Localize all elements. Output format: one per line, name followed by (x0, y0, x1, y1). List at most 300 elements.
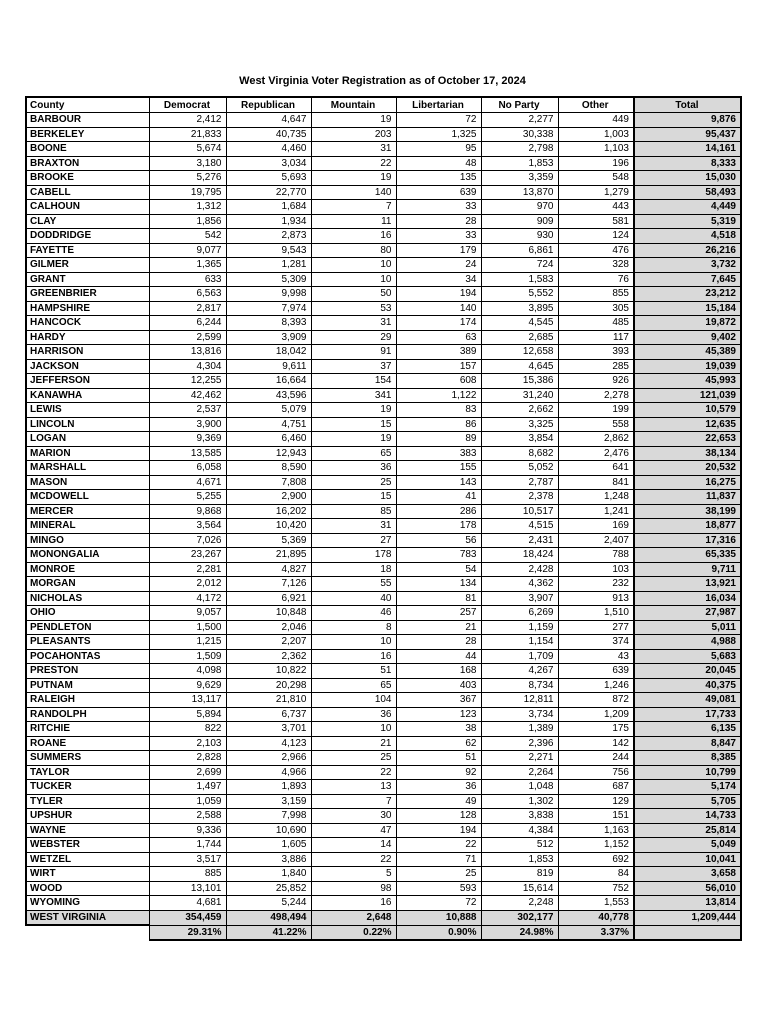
table-row-hardy (26, 330, 741, 345)
value-cell: 19 (311, 113, 396, 128)
county-cell: JEFFERSON (26, 374, 149, 389)
value-cell: 6,921 (226, 591, 311, 606)
value-cell: 31 (311, 519, 396, 534)
value-cell: 3,895 (481, 301, 558, 316)
column-header-republican: Republican (226, 97, 311, 113)
value-cell: 2,599 (149, 330, 226, 345)
value-cell: 7,808 (226, 475, 311, 490)
value-cell: 10,888 (396, 910, 481, 925)
county-cell: RITCHIE (26, 722, 149, 737)
value-cell: 2,277 (481, 113, 558, 128)
value-cell: 19 (311, 403, 396, 418)
table-row-webster (26, 838, 741, 853)
value-cell: 4,751 (226, 417, 311, 432)
value-cell: 14 (311, 838, 396, 853)
value-cell: 1,583 (481, 272, 558, 287)
value-cell: 71 (396, 852, 481, 867)
value-cell: 103 (558, 562, 634, 577)
table-row-braxton (26, 156, 741, 171)
county-cell: UPSHUR (26, 809, 149, 824)
column-header-libertarian: Libertarian (396, 97, 481, 113)
value-cell: 129 (558, 794, 634, 809)
county-cell: ROANE (26, 736, 149, 751)
value-cell: 2,537 (149, 403, 226, 418)
voter-registration-table (25, 96, 742, 941)
value-cell: 194 (396, 287, 481, 302)
value-cell: 2,248 (481, 896, 558, 911)
total-cell: 13,921 (634, 577, 741, 592)
county-cell: MINGO (26, 533, 149, 548)
value-cell: 3,854 (481, 432, 558, 447)
value-cell: 16,664 (226, 374, 311, 389)
value-cell: 498,494 (226, 910, 311, 925)
total-cell: 5,705 (634, 794, 741, 809)
table-row-ritchie (26, 722, 741, 737)
total-cell: 65,335 (634, 548, 741, 563)
value-cell: 48 (396, 156, 481, 171)
value-cell: 6,244 (149, 316, 226, 331)
value-cell: 65 (311, 678, 396, 693)
table-row-tucker (26, 780, 741, 795)
value-cell: 3,034 (226, 156, 311, 171)
value-cell: 1,154 (481, 635, 558, 650)
total-cell: 11,837 (634, 490, 741, 505)
total-cell: 14,733 (634, 809, 741, 824)
value-cell: 1,122 (396, 388, 481, 403)
value-cell: 28 (396, 214, 481, 229)
table-row-harrison (26, 345, 741, 360)
value-cell: 49 (396, 794, 481, 809)
value-cell: 11 (311, 214, 396, 229)
value-cell: 3,734 (481, 707, 558, 722)
value-cell: 512 (481, 838, 558, 853)
value-cell: 9,611 (226, 359, 311, 374)
county-cell: OHIO (26, 606, 149, 621)
value-cell: 16 (311, 896, 396, 911)
table-row-pocahontas (26, 649, 741, 664)
value-cell: 22 (311, 852, 396, 867)
value-cell: 2,396 (481, 736, 558, 751)
county-cell: LOGAN (26, 432, 149, 447)
table-row-marion (26, 446, 741, 461)
value-cell: 76 (558, 272, 634, 287)
county-cell: HAMPSHIRE (26, 301, 149, 316)
table-row-nicholas (26, 591, 741, 606)
value-cell: 25 (311, 475, 396, 490)
value-cell: 134 (396, 577, 481, 592)
value-cell: 16,202 (226, 504, 311, 519)
county-cell: MCDOWELL (26, 490, 149, 505)
table-row-mercer (26, 504, 741, 519)
value-cell: 25 (396, 867, 481, 882)
total-cell: 45,993 (634, 374, 741, 389)
value-cell: 143 (396, 475, 481, 490)
value-cell: 2,407 (558, 533, 634, 548)
table-row-logan (26, 432, 741, 447)
total-cell: 4,449 (634, 200, 741, 215)
county-cell: CALHOUN (26, 200, 149, 215)
value-cell: 286 (396, 504, 481, 519)
total-cell: 58,493 (634, 185, 741, 200)
value-cell: 31 (311, 316, 396, 331)
table-row-wayne (26, 823, 741, 838)
value-cell: 2,685 (481, 330, 558, 345)
value-cell: 3,886 (226, 852, 311, 867)
value-cell: 367 (396, 693, 481, 708)
value-cell: 1,003 (558, 127, 634, 142)
table-row-monongalia (26, 548, 741, 563)
county-cell: MONROE (26, 562, 149, 577)
value-cell: 21,810 (226, 693, 311, 708)
value-cell: 12,658 (481, 345, 558, 360)
total-cell: 27,987 (634, 606, 741, 621)
value-cell: 4,545 (481, 316, 558, 331)
value-cell: 179 (396, 243, 481, 258)
total-cell: 6,135 (634, 722, 741, 737)
total-cell: 10,579 (634, 403, 741, 418)
value-cell: 354,459 (149, 910, 226, 925)
value-cell: 5,674 (149, 142, 226, 157)
value-cell: 36 (311, 461, 396, 476)
value-cell: 21 (311, 736, 396, 751)
value-cell: 56 (396, 533, 481, 548)
total-cell: 5,174 (634, 780, 741, 795)
page-title: West Virginia Voter Registration as of October 17, 2024 (239, 75, 526, 87)
value-cell: 16 (311, 229, 396, 244)
total-cell: 18,877 (634, 519, 741, 534)
value-cell: 1,312 (149, 200, 226, 215)
value-cell: 1,605 (226, 838, 311, 853)
total-cell: 45,389 (634, 345, 741, 360)
value-cell: 92 (396, 765, 481, 780)
county-cell: TYLER (26, 794, 149, 809)
total-cell: 3,658 (634, 867, 741, 882)
value-cell: 72 (396, 896, 481, 911)
column-header-other: Other (558, 97, 634, 113)
value-cell: 95 (396, 142, 481, 157)
value-cell: 1,389 (481, 722, 558, 737)
value-cell: 10 (311, 272, 396, 287)
value-cell: 1,048 (481, 780, 558, 795)
county-cell: WIRT (26, 867, 149, 882)
value-cell: 3,159 (226, 794, 311, 809)
value-cell: 4,827 (226, 562, 311, 577)
value-cell: 34 (396, 272, 481, 287)
value-cell: 5,244 (226, 896, 311, 911)
total-cell: 8,847 (634, 736, 741, 751)
value-cell: 5,693 (226, 171, 311, 186)
county-cell: MONONGALIA (26, 548, 149, 563)
total-cell: 38,199 (634, 504, 741, 519)
county-cell: CLAY (26, 214, 149, 229)
value-cell: 6,460 (226, 432, 311, 447)
value-cell: 46 (311, 606, 396, 621)
value-cell: 18,042 (226, 345, 311, 360)
value-cell: 21,833 (149, 127, 226, 142)
value-cell: 692 (558, 852, 634, 867)
total-cell: 14,161 (634, 142, 741, 157)
table-row-gilmer (26, 258, 741, 273)
value-cell: 174 (396, 316, 481, 331)
value-cell: 155 (396, 461, 481, 476)
value-cell: 913 (558, 591, 634, 606)
value-cell: 15,614 (481, 881, 558, 896)
value-cell: 4,460 (226, 142, 311, 157)
value-cell: 885 (149, 867, 226, 882)
table-row-wirt (26, 867, 741, 882)
table-row-mason (26, 475, 741, 490)
value-cell: 30 (311, 809, 396, 824)
table-row-pleasants (26, 635, 741, 650)
value-cell: 12,811 (481, 693, 558, 708)
value-cell: 2,798 (481, 142, 558, 157)
table-row-cabell (26, 185, 741, 200)
value-cell: 117 (558, 330, 634, 345)
table-row-clay (26, 214, 741, 229)
value-cell: 86 (396, 417, 481, 432)
county-cell: KANAWHA (26, 388, 149, 403)
value-cell: 1,281 (226, 258, 311, 273)
value-cell: 3,900 (149, 417, 226, 432)
value-cell: 302,177 (481, 910, 558, 925)
value-cell: 40 (311, 591, 396, 606)
value-cell: 341 (311, 388, 396, 403)
total-cell: 17,733 (634, 707, 741, 722)
value-cell: 1,279 (558, 185, 634, 200)
total-cell: 9,711 (634, 562, 741, 577)
county-cell: MASON (26, 475, 149, 490)
county-cell: GILMER (26, 258, 149, 273)
county-cell: HARRISON (26, 345, 149, 360)
total-cell: 1,209,444 (634, 910, 741, 925)
value-cell: 24.98% (481, 925, 558, 940)
value-cell: 9,369 (149, 432, 226, 447)
value-cell: 33 (396, 200, 481, 215)
value-cell: 8,734 (481, 678, 558, 693)
value-cell: 5 (311, 867, 396, 882)
county-cell: BROOKE (26, 171, 149, 186)
value-cell: 194 (396, 823, 481, 838)
table-row-summers (26, 751, 741, 766)
value-cell: 443 (558, 200, 634, 215)
value-cell: 2,817 (149, 301, 226, 316)
total-cell: 20,045 (634, 664, 741, 679)
value-cell: 196 (558, 156, 634, 171)
value-cell: 548 (558, 171, 634, 186)
value-cell: 756 (558, 765, 634, 780)
county-cell: MERCER (26, 504, 149, 519)
value-cell: 89 (396, 432, 481, 447)
value-cell: 1,934 (226, 214, 311, 229)
value-cell: 168 (396, 664, 481, 679)
total-cell: 13,814 (634, 896, 741, 911)
value-cell: 4,647 (226, 113, 311, 128)
value-cell: 13,870 (481, 185, 558, 200)
value-cell: 5,079 (226, 403, 311, 418)
value-cell: 485 (558, 316, 634, 331)
value-cell: 389 (396, 345, 481, 360)
total-cell: 95,437 (634, 127, 741, 142)
table-row-putnam (26, 678, 741, 693)
value-cell: 1,209 (558, 707, 634, 722)
value-cell: 22 (311, 156, 396, 171)
county-cell: DODDRIDGE (26, 229, 149, 244)
total-cell: 4,988 (634, 635, 741, 650)
total-cell: 4,518 (634, 229, 741, 244)
value-cell: 31,240 (481, 388, 558, 403)
county-cell: WEST VIRGINIA (26, 910, 149, 925)
value-cell: 305 (558, 301, 634, 316)
value-cell: 449 (558, 113, 634, 128)
value-cell: 1,163 (558, 823, 634, 838)
value-cell: 40,735 (226, 127, 311, 142)
value-cell: 783 (396, 548, 481, 563)
value-cell: 2,662 (481, 403, 558, 418)
value-cell: 1,500 (149, 620, 226, 635)
value-cell: 53 (311, 301, 396, 316)
value-cell: 5,369 (226, 533, 311, 548)
value-cell: 10,822 (226, 664, 311, 679)
value-cell: 277 (558, 620, 634, 635)
value-cell: 157 (396, 359, 481, 374)
table-row-taylor (26, 765, 741, 780)
total-cell: 5,011 (634, 620, 741, 635)
value-cell: 2,412 (149, 113, 226, 128)
value-cell: 8 (311, 620, 396, 635)
table-row-jefferson (26, 374, 741, 389)
table-row-preston (26, 664, 741, 679)
value-cell: 2,787 (481, 475, 558, 490)
value-cell: 593 (396, 881, 481, 896)
value-cell: 6,737 (226, 707, 311, 722)
value-cell: 19,795 (149, 185, 226, 200)
value-cell: 4,362 (481, 577, 558, 592)
value-cell: 20,298 (226, 678, 311, 693)
value-cell: 2,862 (558, 432, 634, 447)
value-cell: 140 (311, 185, 396, 200)
value-cell: 18 (311, 562, 396, 577)
value-cell: 0.90% (396, 925, 481, 940)
total-cell: 22,653 (634, 432, 741, 447)
value-cell: 7,126 (226, 577, 311, 592)
value-cell: 123 (396, 707, 481, 722)
county-cell: GRANT (26, 272, 149, 287)
value-cell: 13,117 (149, 693, 226, 708)
value-cell: 855 (558, 287, 634, 302)
value-cell: 31 (311, 142, 396, 157)
value-cell: 10,420 (226, 519, 311, 534)
value-cell: 81 (396, 591, 481, 606)
value-cell: 374 (558, 635, 634, 650)
county-cell: BRAXTON (26, 156, 149, 171)
value-cell: 633 (149, 272, 226, 287)
value-cell: 15 (311, 490, 396, 505)
value-cell: 175 (558, 722, 634, 737)
value-cell: 43,596 (226, 388, 311, 403)
value-cell: 3,359 (481, 171, 558, 186)
value-cell: 872 (558, 693, 634, 708)
value-cell: 1,497 (149, 780, 226, 795)
value-cell: 83 (396, 403, 481, 418)
total-cell: 49,081 (634, 693, 741, 708)
value-cell: 3,907 (481, 591, 558, 606)
value-cell: 6,269 (481, 606, 558, 621)
table-row-wyoming (26, 896, 741, 911)
table-row-calhoun (26, 200, 741, 215)
value-cell: 10,517 (481, 504, 558, 519)
value-cell: 10 (311, 722, 396, 737)
county-cell: WYOMING (26, 896, 149, 911)
county-cell: PENDLETON (26, 620, 149, 635)
value-cell: 558 (558, 417, 634, 432)
header-row (26, 97, 741, 113)
value-cell: 3,517 (149, 852, 226, 867)
value-cell: 4,098 (149, 664, 226, 679)
table-row-hampshire (26, 301, 741, 316)
value-cell: 104 (311, 693, 396, 708)
value-cell: 4,123 (226, 736, 311, 751)
county-cell: RANDOLPH (26, 707, 149, 722)
value-cell: 3,325 (481, 417, 558, 432)
value-cell: 13,816 (149, 345, 226, 360)
table-row-wetzel (26, 852, 741, 867)
value-cell: 2,264 (481, 765, 558, 780)
value-cell: 7 (311, 200, 396, 215)
value-cell: 84 (558, 867, 634, 882)
value-cell: 29.31% (149, 925, 226, 940)
total-cell: 5,683 (634, 649, 741, 664)
value-cell: 7 (311, 794, 396, 809)
table-row-kanawha (26, 388, 741, 403)
value-cell: 40,778 (558, 910, 634, 925)
total-cell: 121,039 (634, 388, 741, 403)
value-cell: 1,553 (558, 896, 634, 911)
value-cell: 1,840 (226, 867, 311, 882)
value-cell: 5,309 (226, 272, 311, 287)
percentages-row (26, 925, 741, 940)
value-cell: 47 (311, 823, 396, 838)
table-row-fayette (26, 243, 741, 258)
value-cell: 169 (558, 519, 634, 534)
value-cell: 42,462 (149, 388, 226, 403)
value-cell: 476 (558, 243, 634, 258)
value-cell: 285 (558, 359, 634, 374)
value-cell: 80 (311, 243, 396, 258)
total-cell: 3,732 (634, 258, 741, 273)
value-cell: 3,701 (226, 722, 311, 737)
county-cell: TUCKER (26, 780, 149, 795)
total-cell: 19,872 (634, 316, 741, 331)
table-row-hancock (26, 316, 741, 331)
value-cell: 1,744 (149, 838, 226, 853)
value-cell: 142 (558, 736, 634, 751)
value-cell: 24 (396, 258, 481, 273)
county-cell: HANCOCK (26, 316, 149, 331)
table-row-barbour (26, 113, 741, 128)
value-cell: 22 (311, 765, 396, 780)
value-cell: 30,338 (481, 127, 558, 142)
total-cell: 5,049 (634, 838, 741, 853)
value-cell: 257 (396, 606, 481, 621)
value-cell: 1,510 (558, 606, 634, 621)
table-row-upshur (26, 809, 741, 824)
total-cell: 7,645 (634, 272, 741, 287)
value-cell: 4,267 (481, 664, 558, 679)
value-cell: 2,966 (226, 751, 311, 766)
table-row-morgan (26, 577, 741, 592)
value-cell: 8,590 (226, 461, 311, 476)
value-cell: 55 (311, 577, 396, 592)
